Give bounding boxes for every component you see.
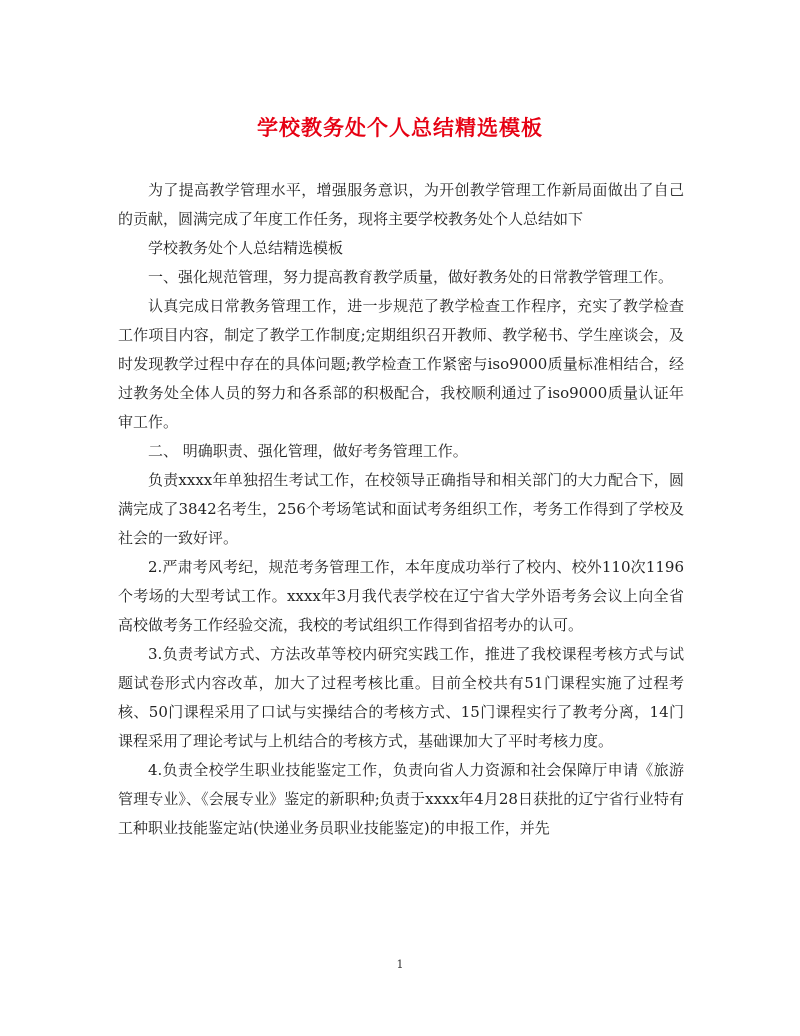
- paragraph-section-1-heading: 一、强化规范管理，努力提高教育教学质量，做好教务处的日常教学管理工作。: [148, 268, 674, 286]
- paragraph-intro: 为了提高教学管理水平，增强服务意识，为开创教学管理工作新局面做出了自己的贡献，圆满完成了年度工作任务，现将主要学校教务处个人总结如下: [118, 181, 684, 228]
- paragraph-item-3: 3.负责考试方式、方法改革等校内研究实践工作，推进了我校课程考核方式与试题试卷形式内容改革，加大了过程考核比重。目前全校共有51门课程实施了过程考核、50门课程采用了口试与实操结合的考核方式、15门课程实行了教考分离，14门课程采用了理论考试与上机结合的考核方式，基础课加大了平时考核力度。: [118, 645, 684, 750]
- paragraph-item-1: 负责xxxx年单独招生考试工作，在校领导正确指导和相关部门的大力配合下，圆满完成了3842名考生，256个考场笔试和面试考务组织工作，考务工作得到了学校及社会的一致好评。: [118, 471, 684, 547]
- page-title: 学校教务处个人总结精选模板: [257, 115, 543, 140]
- paragraph-item-2: 2.严肃考风考纪，规范考务管理工作，本年度成功举行了校内、校外110次1196个考场的大型考试工作。xxxx年3月我代表学校在辽宁省大学外语考务会议上向全省高校做考务工作经验交流，我校的考试组织工作得到省招考办的认可。: [118, 558, 684, 634]
- paragraph-item-4: 4.负责全校学生职业技能鉴定工作，负责向省人力资源和社会保障厅申请《旅游管理专业》、《会展专业》鉴定的新职种;负责于xxxx年4月28日获批的辽宁省行业特有工种职业技能鉴定站(快递业务员职业技能鉴定)的申报工作，并先: [118, 761, 684, 837]
- paragraph-subtitle: 学校教务处个人总结精选模板: [148, 239, 344, 257]
- paragraph-section-2-heading: 二、 明确职责、强化管理，做好考务管理工作。: [148, 442, 468, 460]
- page-number: 1: [396, 958, 404, 971]
- document-body: [118, 176, 684, 843]
- paragraph-section-1-body: 认真完成日常教务管理工作，进一步规范了教学检查工作程序，充实了教学检查工作项目内容，制定了教学工作制度;定期组织召开教师、教学秘书、学生座谈会，及时发现教学过程中存在的具体问题;教学检查工作紧密与iso9000质量标准相结合，经过教务处全体人员的努力和各系部的积极配合，我校顺利通过了iso9000质量认证年审工作。: [118, 297, 684, 431]
